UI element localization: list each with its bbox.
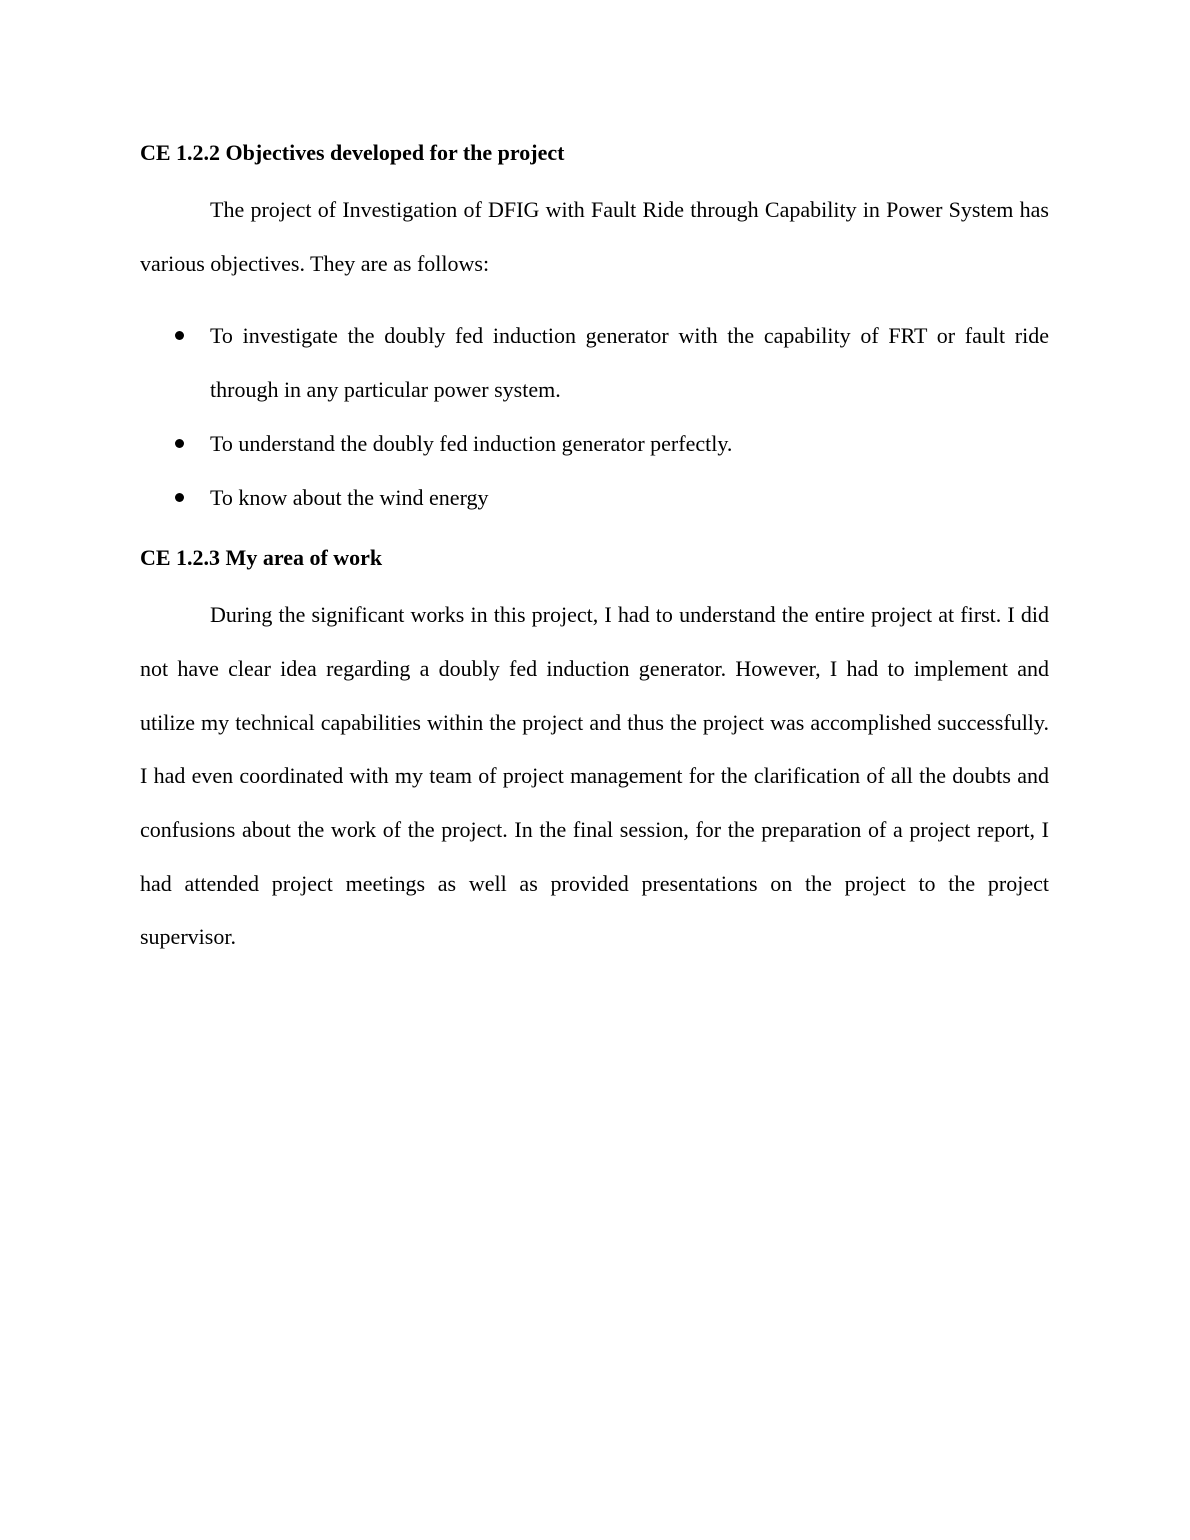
- list-item-text: To understand the doubly fed induction generator perfectly.: [210, 430, 733, 456]
- bullet-icon: [175, 471, 185, 525]
- list-item: [140, 471, 1049, 525]
- list-item: [140, 417, 1049, 471]
- list-item-text: To investigate the doubly fed induction generator with the capability of FRT or fault ride through in any particular power system.: [210, 323, 1049, 403]
- section-heading-area-of-work: CE 1.2.3 My area of work: [140, 545, 383, 571]
- bullet-icon: [175, 417, 185, 471]
- list-item: [140, 309, 1049, 416]
- document-page: [140, 138, 1049, 964]
- bullet-icon: [175, 309, 185, 363]
- section-heading-objectives: CE 1.2.2 Objectives developed for the project: [140, 140, 565, 165]
- area-of-work-paragraph: During the significant works in this project, I had to understand the entire project at first. I did not have clear idea regarding a doubly fed induction generator. However, I had to implement and utilize my technical capabilities within the project and thus the project was accomplished successfully. I had even coordinated with my team of project management for the clarification of all the doubts and confusions about the work of the project. In the final session, for the preparation of a project report, I had attended project meetings as well as provided presentations on the project to the project supervisor.: [140, 602, 1049, 950]
- objectives-list: [140, 309, 1049, 524]
- objectives-intro-paragraph: The project of Investigation of DFIG with Fault Ride through Capability in Power System has various objectives. They are as follows:: [140, 197, 1049, 276]
- list-item-text: To know about the wind energy: [210, 484, 489, 510]
